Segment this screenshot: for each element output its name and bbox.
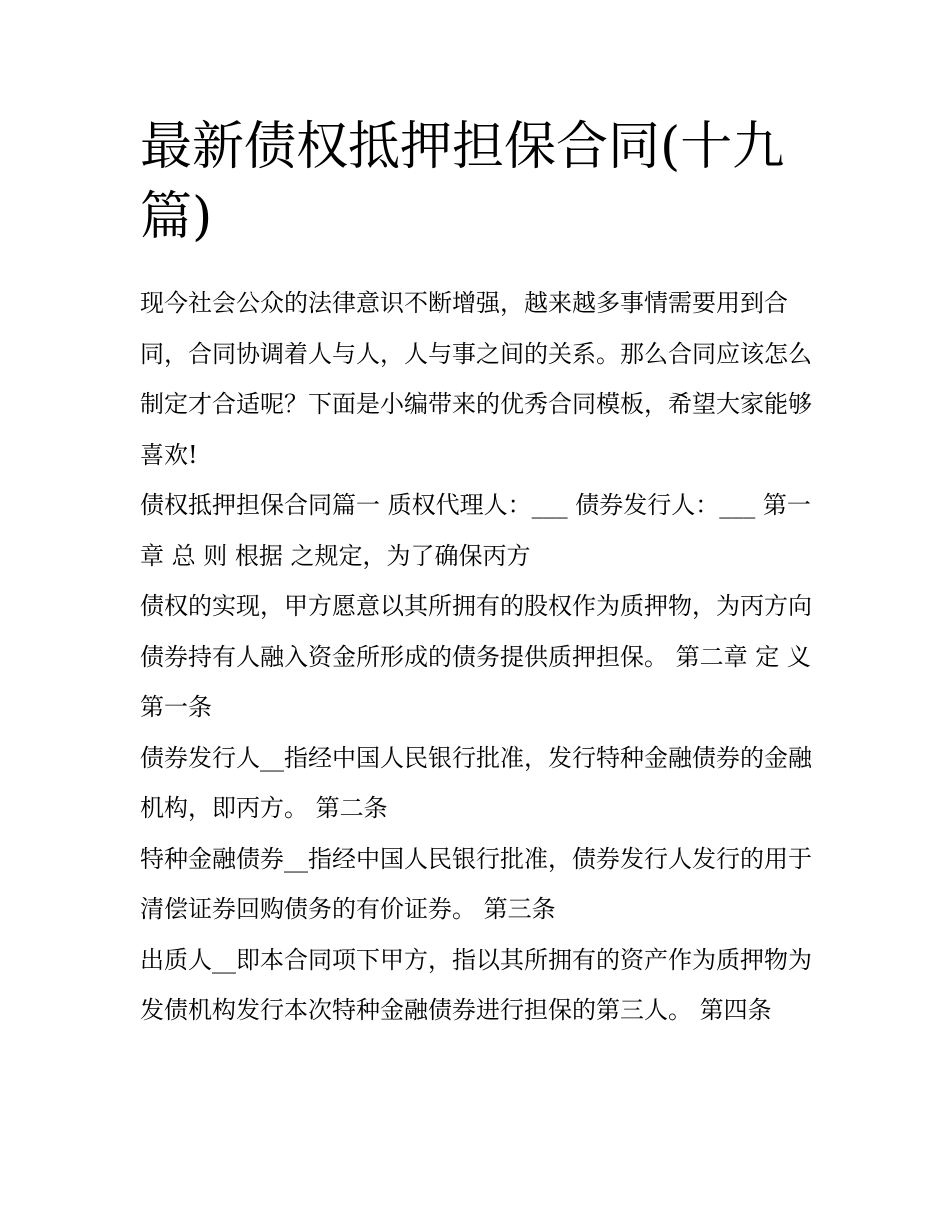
contract-heading-paragraph: 债权抵押担保合同篇一 质权代理人：___ 债券发行人：___ 第一章 总 则 根据 之规定，为了确保丙方 (140, 491, 811, 570)
document-title: 最新债权抵押担保合同(十九篇) (140, 117, 785, 247)
purpose-paragraph: 债权的实现，甲方愿意以其所拥有的股权作为质押物，为丙方向债券持有人融入资金所形成的债务提供质押担保。 第二章 定 义 第一条 (140, 592, 812, 721)
paragraph-list (140, 278, 812, 1036)
intro-paragraph: 现今社会公众的法律意识不断增强，越来越多事情需要用到合同，合同协调着人与人，人与事之间的关系。那么合同应该怎么制定才合适呢？下面是小编带来的优秀合同模板，希望大家能够喜欢! (140, 289, 812, 469)
definition-bond-paragraph: 特种金融债券__指经中国人民银行批准，债券发行人发行的用于清偿证券回购债务的有价证券。 第三条 (140, 844, 812, 923)
definition-pledgor-paragraph: 出质人__即本合同项下甲方，指以其所拥有的资产作为质押物为发债机构发行本次特种金融债券进行担保的第三人。 第四条 (140, 945, 812, 1024)
document-body (140, 112, 812, 1036)
definition-issuer-paragraph: 债券发行人__指经中国人民银行批准，发行特种金融债券的金融机构，即丙方。 第二条 (140, 743, 812, 822)
